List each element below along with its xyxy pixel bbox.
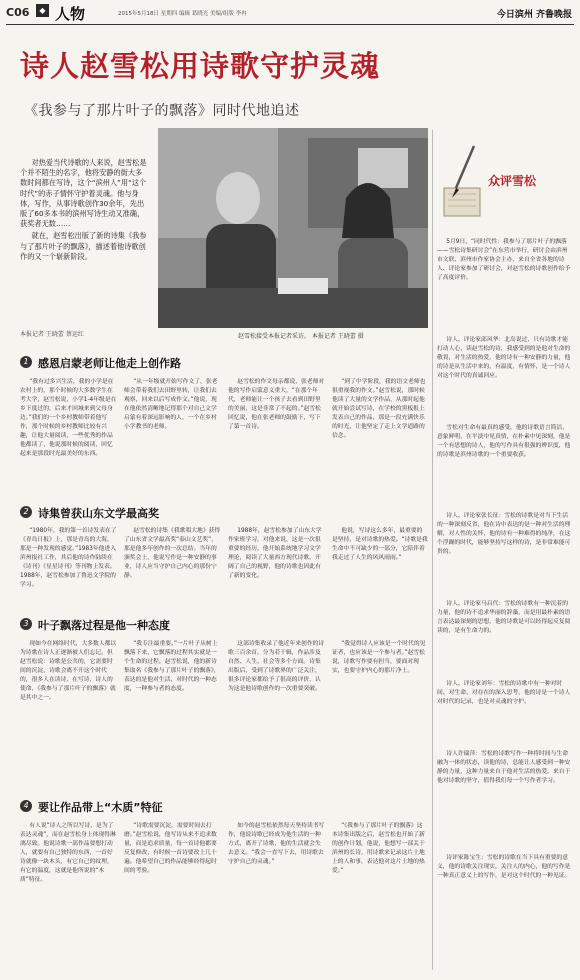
photo-illustration [158,128,428,328]
section-1-col-4 [332,378,428,498]
interview-photo [158,128,428,328]
section-name: 人物 [55,5,86,23]
section-icon: ◆ [36,4,49,17]
section-2-col-2 [124,527,222,611]
section-4-col-1 [20,822,118,974]
section-3-col-4 [332,640,428,790]
sidebar-paragraph: 诗评家陈宝生：雪松的诗歌在当下具有重要的意义，他的诗歌关注现实，关注人的内心，他的写作是一种真正意义上的写作，是对这个时代的一种见证。 [437,855,571,879]
section-title-2: 诗集曾获山东文学最高奖 [38,507,159,520]
body-paragraph: 现如今在网络时代，大多数人都以为诗歌在诗人正逐渐被人们忘记。但赵雪松说：诗歌是公共的，它需要时间的沉淀，诗歌会离不开这个时代的，很多人在读诗，在写诗，诗人的使命，《我参与了那片叶子的飘落》就是其中之一。 [20,641,117,701]
sidebar-divider [432,130,433,970]
byline: 本报记者 王晓蕾 蔡运红 [20,331,84,338]
sidebar-paragraph: 5月9日，“同时代性：我参与了那片叶子的飘落——雪松诗集研讨会”在东营市举行，研讨会由滨州市文联、滨州市作家协会主办，来自全省各地的诗人、评论家参加了研讨会，对赵雪松的诗歌创作给予了高度评价。 [437,239,571,281]
body-paragraph: “从一年级就开始写作文了，张老师会带着我们去田野里转，让我们去观察，回来以后写成作文。”他说，现在他依然清晰地记得那个对自己文学启蒙有着深远影响的人，一个在乡村小学教书的老师。 [124,379,218,430]
body-paragraph: 他说，写诗这么多年，最重要的是坚持，是对诗歌的热爱。“诗歌是我生命中不可缺少的一部分，它陪伴着我走过了人生的风风雨雨。” [332,528,428,561]
section-number-3: 3 [20,618,32,630]
section-2-col-4 [332,527,428,611]
body-paragraph: “我有过多兴生活，我的小学是在农村上的，那个时候的大多数学生在考大学，赵雪松说，小学1-4年级是在乡下度过的，后来才回城来到父母身边。”我们的一个乡村教师带着他写作，那个时候的乡村教师比较有兴趣，让他大量阅读，一些优秀的作品他都读了，他说那时候的阅读，回忆起来是那段时光最美好的东西。 [20,379,117,457]
header-divider [6,24,574,25]
body-paragraph: 这部诗集收录了他近年来创作的诗歌三百余首，分为若干辑，作品涉及自然、人生、社会等多个方面。诗集出版后，受到了诗歌界的广泛关注，很多评论家都给予了很高的评价，认为这是他诗歌创作的一次重要突破。 [228,641,325,692]
ink-brush-icon [440,140,486,230]
sidebar-comment [437,854,573,972]
subheadline: 《我参与了那片叶子的飘落》同时代地追述 [24,103,300,119]
lead-paragraph: 对热爱当代诗歌的人来说，赵雪松是个并不陌生的名字，他将安静的街大多数时间都在写诗，这个“滨州人”用“这个时代”的赤子情怀守护着灵魂。他与身体，写作，从事诗歌创作30余年，先出版了60多本书的滨州写诗生动又准确，获奖者无数…… [20,158,147,229]
sidebar-title: 众评雪松 [488,174,537,188]
section-3-col-2 [124,640,222,790]
section-3-col-1 [20,640,118,790]
section-number-2: 2 [20,506,32,518]
body-paragraph: “我觉得诗人应该是一个时代的见证者，也应该是一个参与者。”赵雪松说，诗歌写作要有担当，要面对现实，也要守护内心的那片净土。 [332,641,426,674]
sidebar-illustration [440,140,486,230]
sidebar-comment [437,750,573,850]
sidebar-paragraph: 雪松对生命有最真的感受，他的诗歌语言简洁，意象鲜明，在平淡中见真情，在朴素中见深刻，他是一个有思想的诗人，他的写作具有很强的辨识度，他的诗歌是滨州诗歌的一个重要收获。 [437,425,571,458]
section-2-col-3 [228,527,326,611]
section-title-4: 要让作品带上“木质”特征 [38,801,163,814]
body-paragraph: 赵雪松的诗集《我歌唱大地》获得了山东省文学最高奖“泰山文艺奖”，那是他多年创作的一次总结。当年的颁奖会上，他说写作是一种安静的事业，诗人应当守护自己内心的那份宁静。 [124,528,221,579]
body-paragraph: “《我参与了那片叶子的飘落》这本诗集出版之后，赵雪松也开始了新的创作计划，他说，他想写一部关于滨州的长诗，用诗歌来记录这片土地上的人和事，表达他对这片土地的热爱。” [332,823,425,874]
body-paragraph: 赵雪松的作文母亲都说，张老师对他的写作启蒙意义重大，“在那个年代，老师能让一个孩子去看到田野里的美丽，这是非常了不起的。”赵雪松回忆说，他在张老师的鼓励下，写下了第一首诗。 [228,379,325,430]
page-number: C06 [6,6,30,19]
sidebar-comment [437,336,573,420]
body-paragraph: “到了中学阶段，我的语文老师也很重视我的作文。”赵雪松说，那时候他读了大量的文学作品，从那时起他就开始尝试写诗，在学校的黑板报上发表自己的作品，那是一段充满快乐的时光，让他坚定了走上文学道路的信念。 [332,379,426,439]
section-4-col-2 [124,822,222,974]
body-paragraph: “诗歌需要沉淀，需要时间去打磨。”赵雪松说，他写诗从来不追求数量，而是追求质量，每一首诗他都要反复修改，有时候一首诗要改上几十遍。他希望自己的作品能够经得起时间的考验。 [124,823,217,874]
section-title-1: 感恩启蒙老师让他走上创作路 [38,357,181,370]
body-paragraph: 如今的赵雪松依然每天坚持读书写作，他说诗歌已经成为他生活的一种方式，离开了诗歌，他的生活就会失去意义。“我会一直写下去，用诗歌去守护自己的灵魂。” [228,823,325,865]
headline: 诗人赵雪松用诗歌守护灵魂 [20,49,381,83]
lead-paragraph: 就在，赵雪松出版了新的诗集《我参与了那片叶子的飘落》，描述着他诗歌创作的又一个崭新阶段。 [20,231,147,261]
sidebar-paragraph: 诗人许瑞萍：雪松的诗歌写作一种将时间与生命融为一体的状态，读他的诗，总能让人感受到一种安静的力量，这种力量来自于他对生活的热爱，来自于他对诗歌的坚守，值得我们每一个写作者学习。 [437,751,571,784]
sidebar-paragraph: 诗人、评论家张长征：雪松的诗歌是对当下生活的一种深刻反省，他在诗中表达的是一种对生活的理解，对人性的关怀，他的诗有一种难得的纯净，在这个浮躁的时代，能够坚持写这样的诗，是非常难能可贵的。 [437,513,571,555]
section-4-col-3 [228,822,326,974]
section-4-col-4 [332,822,428,974]
sidebar-comment [437,600,573,676]
section-3-col-3 [228,640,326,790]
paper-name: 今日滨州 齐鲁晚报 [496,10,572,20]
sidebar-comment [437,424,573,508]
lead-text [20,158,148,264]
body-paragraph: “1980年，我的第一首诗发表在了《青岛日报》上，那是青岛的大海，那是一种发现的感觉。”1983年他进入滨州报社工作，其后他的诗作陆续在《诗刊》《星星诗刊》等刊物上发表。1988年，赵雪松参加了鲁迅文学院的学习。 [20,528,117,588]
section-1-col-1 [20,378,118,498]
photo-caption: 赵雪松接受本报记者采访。 本报记者 王晓蕾 摄 [238,333,364,340]
sidebar-comment [437,512,573,596]
section-number-1: 1 [20,356,32,368]
sidebar-paragraph: 诗人、评论家马启代：雪松的诗歌有一种沉着的力量，他的诗不追求华丽的辞藻，而是用最朴素的语言表达最深刻的思想，他的诗歌是可以经得起反复阅读的，是有生命力的。 [437,601,571,634]
body-paragraph: “我专注最重要。”一片叶子从树上飘落下来，它飘落的过程其实就是一个生命的过程。赵雪松说，他的新诗集取名《我参与了那片叶子的飘落》，表达的是他对生活、对时代的一种态度，一种参与者的态度。 [124,641,220,692]
sidebar-paragraph: 诗人、评论家刘年：雪松的诗歌中有一种对时间、对生命、对存在的深入思考，他的诗是一个诗人对时代的记录，也是对灵魂的守护。 [437,681,571,705]
section-title-3: 叶子飘落过程是他一种态度 [38,619,170,632]
sidebar-intro [437,238,573,332]
date-line: 2015年5月18日 星期四 编辑 葛晓光 美编/组版 李冉 [118,11,247,17]
sidebar-comment [437,680,573,746]
body-paragraph: 有人说“诗人之所以写诗，是为了表达灵魂”，而在赵雪松身上体现得淋漓尽致。他说诗歌一部作品要想打动人，就要有自己独特的东西，一首好诗就像一块木头，有它自己的纹理，有它的温度，这就是他所说的“木质”特征。 [20,823,116,883]
section-number-4: 4 [20,800,32,812]
section-1-col-3 [228,378,326,498]
sidebar-paragraph: 诗人、评论家邱风华：北岛说过，只有诗歌才能打动人心，读赵雪松的诗，我感受到的是他对生命的敬畏，对生活的热爱，他的诗有一种安静的力量，他的诗是从生活中来的，有温度，有情怀，是一个诗人对这个时代的真诚回应。 [437,337,571,379]
section-2-col-1 [20,527,118,611]
body-paragraph: 1988年，赵雪松参加了山东大学作家班学习，对他来说，这是一次很重要的经历，他开始系统地学习文学理论，阅读了大量西方现代诗歌，开阔了自己的视野，他的诗歌也因此有了新的变化。 [228,528,322,579]
section-1-col-2 [124,378,222,498]
